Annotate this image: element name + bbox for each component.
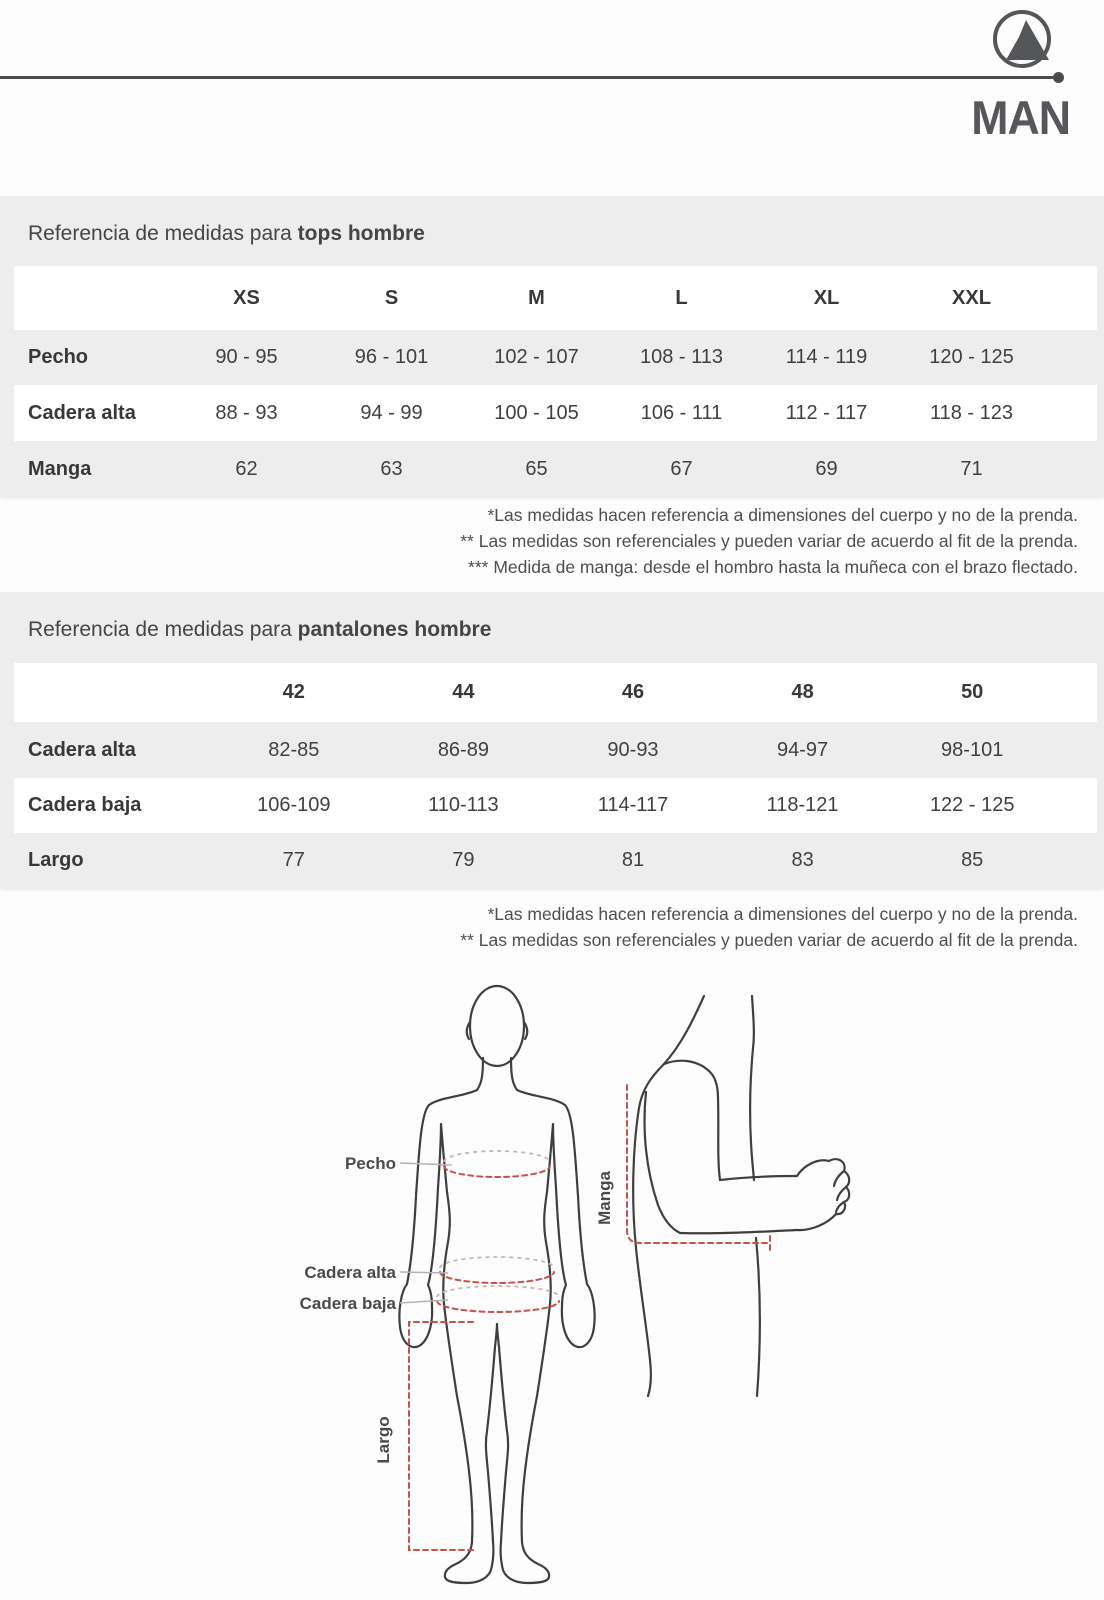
footnote: ** Las medidas son referenciales y pueden variar de acuerdo al fit de la prenda.: [460, 531, 1078, 551]
cell: 62: [235, 457, 258, 480]
tops-panel-title: [0, 196, 1104, 266]
cell: 98-101: [941, 738, 1004, 761]
chest-label: Pecho: [344, 1154, 396, 1173]
pants-size-panel: [0, 592, 1104, 888]
pants-header-row: [14, 663, 1097, 722]
lower-hip-measure-mark: [400, 1286, 559, 1312]
cell: 112 - 117: [785, 401, 868, 424]
cell: 81: [621, 849, 645, 871]
side-body-figure: [633, 996, 849, 1396]
cell: 63: [380, 457, 403, 480]
cell: 86-89: [437, 738, 489, 761]
upper-hip-label: Cadera alta: [304, 1263, 396, 1282]
cell: 100 - 105: [494, 401, 579, 424]
pants-title-bold: pantalones hombre: [297, 618, 492, 641]
front-body-figure: [399, 986, 594, 1583]
brand-mountain-logo-icon: [990, 8, 1056, 72]
footnote: *Las medidas hacen referencia a dimensiones del cuerpo y no de la prenda.: [487, 904, 1078, 924]
table-row: [14, 722, 1097, 778]
table-row: [14, 330, 1097, 385]
lower-hip-label: Cadera baja: [299, 1294, 396, 1313]
pants-title-prefix: Referencia de medidas para: [28, 618, 298, 641]
table-row: [14, 441, 1097, 497]
header-divider-line: [0, 76, 1058, 79]
logo-mountain: [1006, 20, 1049, 60]
tops-col-l: L: [675, 286, 688, 309]
row-label-manga: Manga: [28, 457, 92, 480]
table-row: [14, 778, 1097, 833]
cell: 122 - 125: [929, 794, 1015, 816]
row-label-largo: Largo: [28, 849, 84, 871]
row-label-pecho: Pecho: [28, 346, 89, 368]
pants-panel-title: [0, 592, 1104, 663]
upper-hip-measure-mark: [400, 1257, 554, 1283]
chest-measure-mark: [400, 1151, 550, 1177]
sleeve-label: Manga: [595, 1171, 614, 1225]
cell: 90-93: [607, 738, 659, 761]
tops-footnotes: [0, 502, 1104, 580]
cell: 85: [961, 849, 984, 871]
pants-col-42: 42: [282, 681, 305, 703]
cell: 108 - 113: [639, 346, 724, 368]
tops-col-xs: XS: [233, 286, 260, 309]
pants-footnotes: [0, 901, 1104, 953]
cell: 94-97: [777, 738, 829, 761]
footnote: *Las medidas hacen referencia a dimensiones del cuerpo y no de la prenda.: [487, 505, 1078, 525]
cell: 114-117: [597, 794, 669, 816]
footnote: ** Las medidas son referenciales y pueden variar de acuerdo al fit de la prenda.: [460, 930, 1078, 950]
cell: 118-121: [766, 794, 839, 816]
cell: 110-113: [428, 794, 499, 816]
cell: 118 - 123: [929, 401, 1014, 424]
tops-col-xxl: XXL: [952, 286, 991, 309]
pants-col-50: 50: [961, 681, 984, 703]
length-label: Largo: [374, 1416, 393, 1464]
cell: 102 - 107: [494, 346, 579, 368]
cell: 88 - 93: [215, 401, 278, 424]
cell: 71: [960, 457, 983, 480]
cell: 67: [670, 457, 693, 480]
tops-header-row: [14, 266, 1097, 330]
cell: 90 - 95: [215, 346, 278, 368]
tops-col-s: S: [384, 286, 399, 309]
tops-col-xl: XL: [813, 286, 840, 309]
tops-title-bold: tops hombre: [297, 222, 425, 245]
cell: 96 - 101: [354, 346, 429, 368]
tops-title-prefix: Referencia de medidas para: [28, 222, 298, 245]
row-label-cadera-alta: Cadera alta: [28, 738, 136, 761]
pants-col-48: 48: [791, 681, 814, 703]
cell: 94 - 99: [360, 401, 423, 424]
tops-col-m: M: [528, 286, 545, 309]
table-row: [14, 833, 1097, 888]
pants-col-44: 44: [452, 681, 475, 703]
footnote: *** Medida de manga: desde el hombro hasta la muñeca con el brazo flectado.: [468, 557, 1078, 577]
cell: 77: [282, 849, 305, 871]
tops-size-panel: [0, 196, 1104, 497]
row-label-cadera-baja: Cadera baja: [28, 794, 142, 816]
cell: 69: [815, 457, 838, 480]
cell: 83: [791, 849, 814, 871]
row-label-cadera-alta: Cadera alta: [28, 401, 136, 424]
cell: 114 - 119: [785, 346, 868, 368]
cell: 106-109: [257, 794, 331, 816]
body-measurement-diagram: [0, 960, 1104, 1600]
cell: 65: [525, 457, 548, 480]
section-wordmark: MAN: [971, 91, 1070, 144]
cell: 106 - 111: [640, 401, 723, 424]
table-row: [14, 385, 1097, 441]
pants-col-46: 46: [621, 681, 645, 703]
cell: 120 - 125: [929, 346, 1014, 368]
cell: 82-85: [268, 738, 320, 761]
header-divider-dot: [1053, 72, 1064, 83]
cell: 79: [452, 849, 475, 871]
